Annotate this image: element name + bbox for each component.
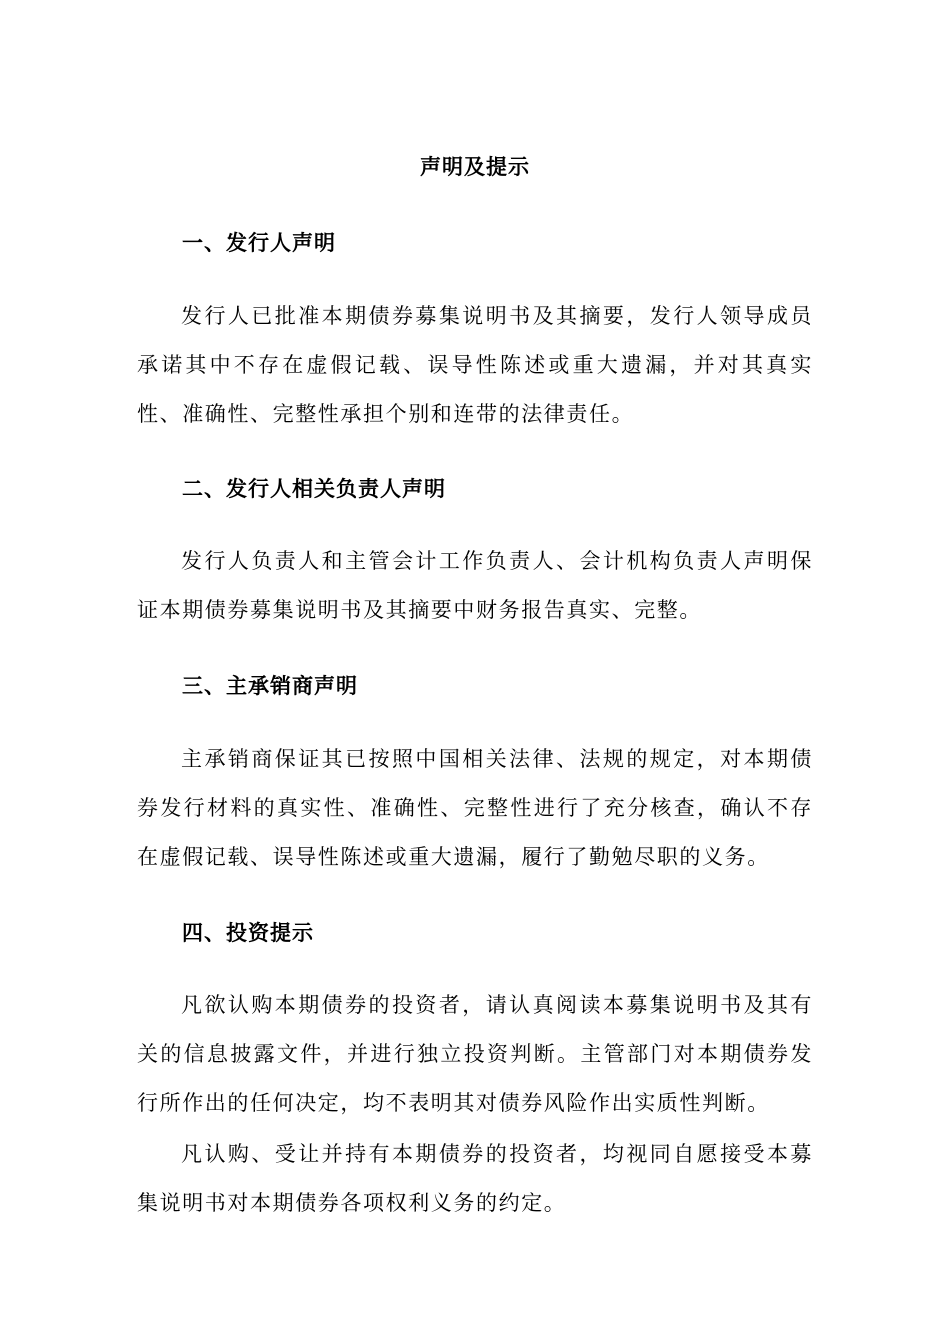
section-heading-issuer-statement: 一、发行人声明 bbox=[182, 230, 336, 255]
paragraph-responsible-persons: 发行人负责人和主管会计工作负责人、会计机构负责人声明保证本期债券募集说明书及其摘要中财务报告真实、完整。 bbox=[137, 549, 813, 622]
paragraph-issuer-statement: 发行人已批准本期债券募集说明书及其摘要，发行人领导成员承诺其中不存在虚假记载、误导性陈述或重大遗漏，并对其真实性、准确性、完整性承担个别和连带的法律责任。 bbox=[137, 304, 813, 426]
paragraph-investment-notice-2: 凡认购、受让并持有本期债券的投资者，均视同自愿接受本募集说明书对本期债券各项权利义务的约定。 bbox=[137, 1142, 813, 1215]
section-heading-investment-notice: 四、投资提示 bbox=[182, 920, 314, 945]
page-title: 声明及提示 bbox=[420, 154, 530, 179]
paragraph-underwriter-statement: 主承销商保证其已按照中国相关法律、法规的规定，对本期债券发行材料的真实性、准确性、完整性进行了充分核查，确认不存在虚假记载、误导性陈述或重大遗漏，履行了勤勉尽职的义务。 bbox=[137, 747, 813, 869]
section-heading-responsible-persons: 二、发行人相关负责人声明 bbox=[182, 476, 446, 501]
paragraph-investment-notice-1: 凡欲认购本期债券的投资者，请认真阅读本募集说明书及其有关的信息披露文件，并进行独立投资判断。主管部门对本期债券发行所作出的任何决定，均不表明其对债券风险作出实质性判断。 bbox=[137, 993, 813, 1115]
section-heading-underwriter-statement: 三、主承销商声明 bbox=[182, 673, 358, 698]
